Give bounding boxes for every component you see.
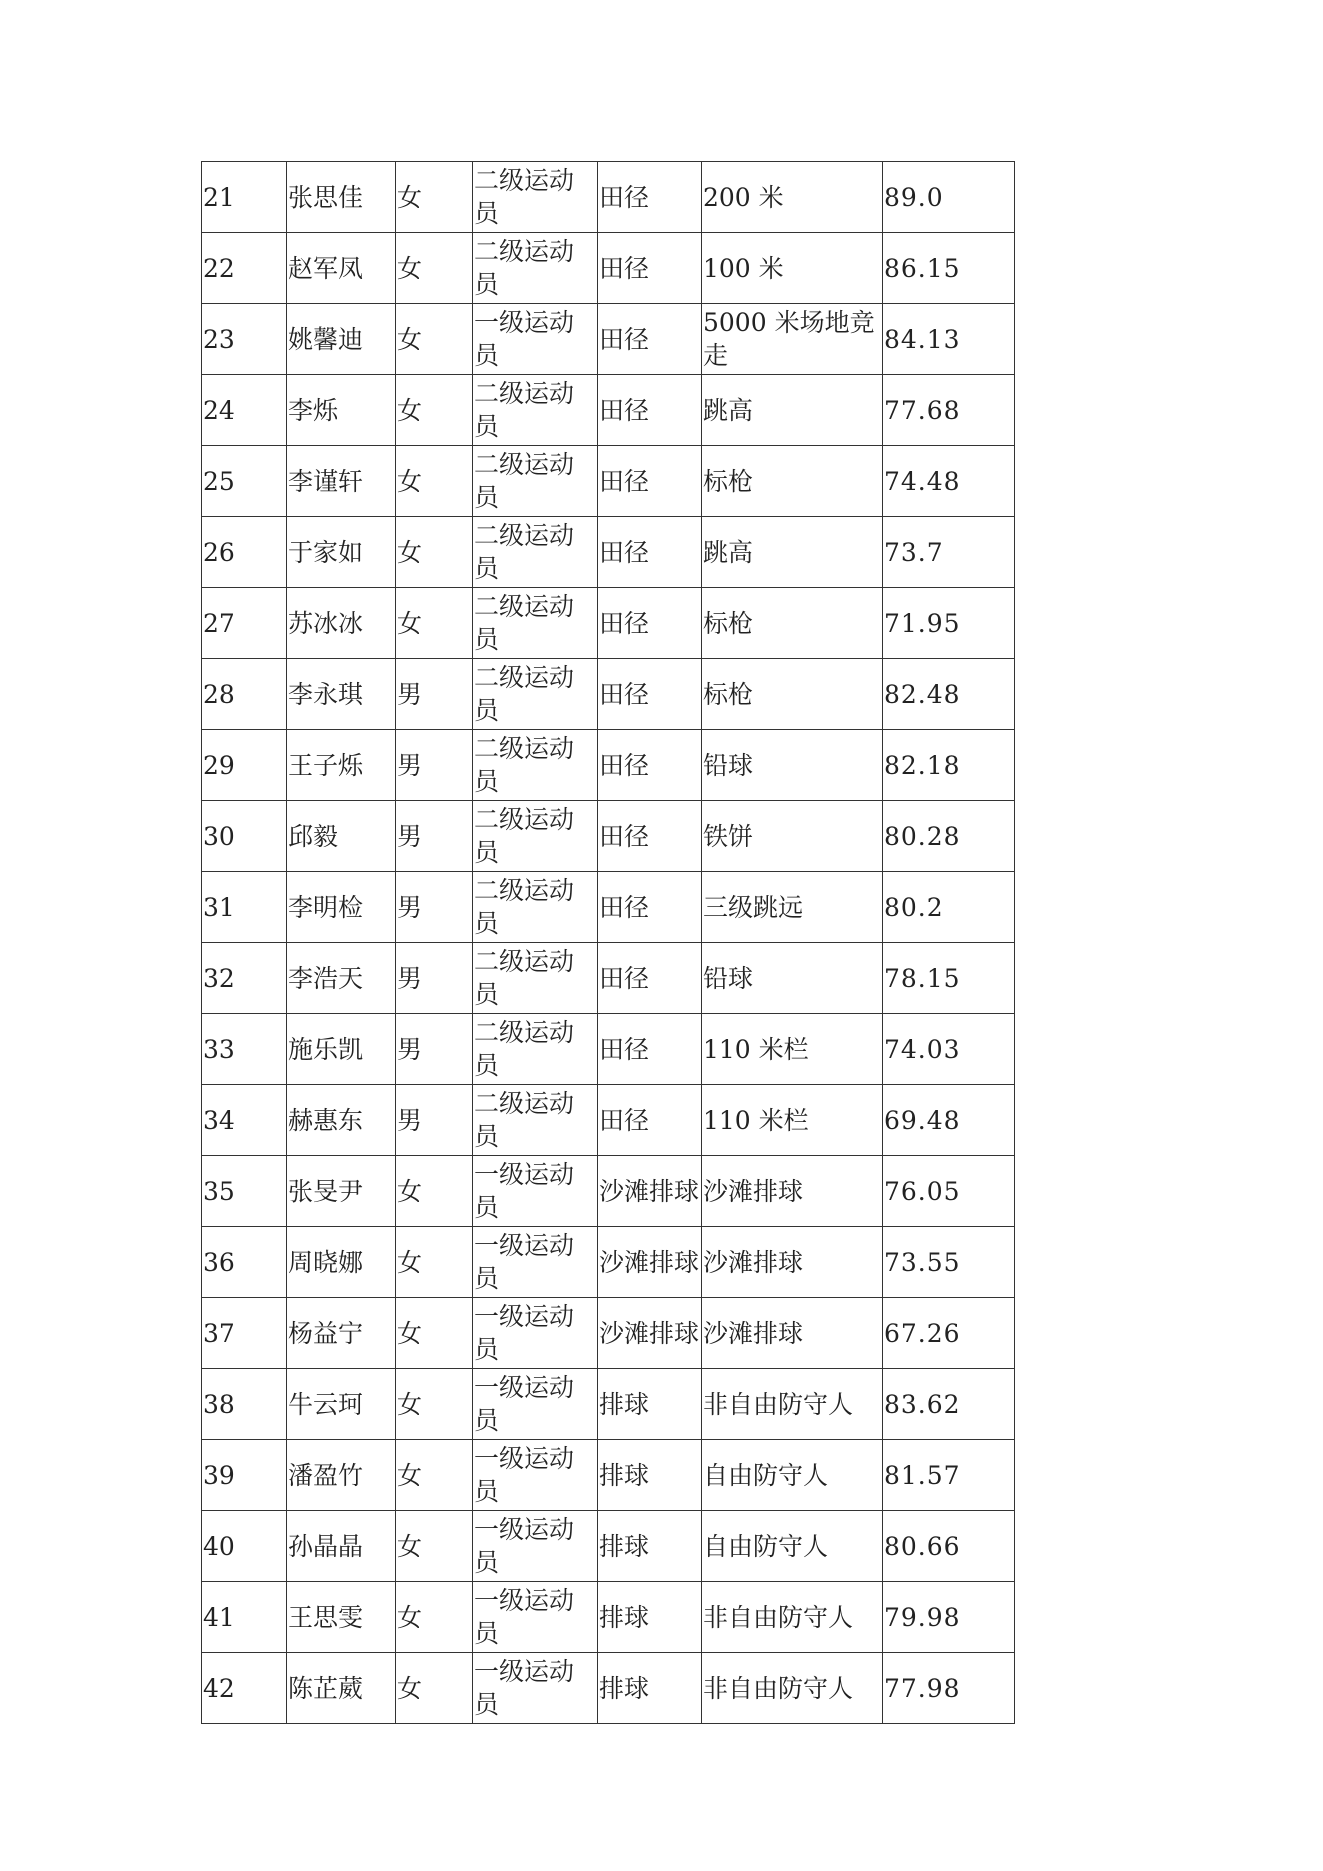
gender-cell: 女 bbox=[396, 162, 473, 233]
level-cell: 二级运动员 bbox=[473, 801, 598, 872]
level-cell: 二级运动员 bbox=[473, 588, 598, 659]
gender-cell: 男 bbox=[396, 801, 473, 872]
row-number-cell: 39 bbox=[202, 1440, 287, 1511]
score-cell: 71.95 bbox=[883, 588, 1015, 659]
sport-cell: 田径 bbox=[598, 304, 702, 375]
level-cell: 一级运动员 bbox=[473, 1298, 598, 1369]
gender-cell: 女 bbox=[396, 304, 473, 375]
name-cell: 周晓娜 bbox=[287, 1227, 396, 1298]
sport-cell: 田径 bbox=[598, 517, 702, 588]
table-row bbox=[202, 872, 1015, 943]
row-number-cell: 38 bbox=[202, 1369, 287, 1440]
score-cell: 89.0 bbox=[883, 162, 1015, 233]
score-cell: 80.28 bbox=[883, 801, 1015, 872]
score-cell: 67.26 bbox=[883, 1298, 1015, 1369]
name-cell: 赫惠东 bbox=[287, 1085, 396, 1156]
sport-cell: 排球 bbox=[598, 1440, 702, 1511]
event-cell: 110 米栏 bbox=[702, 1014, 883, 1085]
sport-cell: 沙滩排球 bbox=[598, 1298, 702, 1369]
name-cell: 李烁 bbox=[287, 375, 396, 446]
table-row bbox=[202, 801, 1015, 872]
row-number-cell: 40 bbox=[202, 1511, 287, 1582]
event-cell: 自由防守人 bbox=[702, 1440, 883, 1511]
score-cell: 74.03 bbox=[883, 1014, 1015, 1085]
sport-cell: 田径 bbox=[598, 375, 702, 446]
event-cell: 沙滩排球 bbox=[702, 1227, 883, 1298]
event-cell: 100 米 bbox=[702, 233, 883, 304]
row-number-cell: 28 bbox=[202, 659, 287, 730]
level-cell: 二级运动员 bbox=[473, 730, 598, 801]
event-cell: 自由防守人 bbox=[702, 1511, 883, 1582]
row-number-cell: 42 bbox=[202, 1653, 287, 1724]
row-number-cell: 25 bbox=[202, 446, 287, 517]
gender-cell: 女 bbox=[396, 1440, 473, 1511]
score-cell: 83.62 bbox=[883, 1369, 1015, 1440]
gender-cell: 女 bbox=[396, 446, 473, 517]
name-cell: 牛云珂 bbox=[287, 1369, 396, 1440]
event-cell: 沙滩排球 bbox=[702, 1156, 883, 1227]
table-row bbox=[202, 1653, 1015, 1724]
table-row bbox=[202, 1511, 1015, 1582]
event-cell: 标枪 bbox=[702, 588, 883, 659]
event-cell: 标枪 bbox=[702, 659, 883, 730]
athlete-table bbox=[201, 161, 1015, 1724]
event-cell: 非自由防守人 bbox=[702, 1369, 883, 1440]
row-number-cell: 36 bbox=[202, 1227, 287, 1298]
level-cell: 一级运动员 bbox=[473, 1582, 598, 1653]
name-cell: 杨益宁 bbox=[287, 1298, 396, 1369]
table-row bbox=[202, 659, 1015, 730]
row-number-cell: 29 bbox=[202, 730, 287, 801]
gender-cell: 女 bbox=[396, 375, 473, 446]
gender-cell: 女 bbox=[396, 1582, 473, 1653]
sport-cell: 沙滩排球 bbox=[598, 1227, 702, 1298]
sport-cell: 排球 bbox=[598, 1653, 702, 1724]
name-cell: 陈芷葳 bbox=[287, 1653, 396, 1724]
gender-cell: 男 bbox=[396, 730, 473, 801]
name-cell: 姚馨迪 bbox=[287, 304, 396, 375]
level-cell: 二级运动员 bbox=[473, 517, 598, 588]
table-row bbox=[202, 1156, 1015, 1227]
level-cell: 一级运动员 bbox=[473, 1369, 598, 1440]
level-cell: 一级运动员 bbox=[473, 1653, 598, 1724]
table-row bbox=[202, 304, 1015, 375]
gender-cell: 男 bbox=[396, 1085, 473, 1156]
table-row bbox=[202, 1085, 1015, 1156]
gender-cell: 女 bbox=[396, 1156, 473, 1227]
event-cell: 非自由防守人 bbox=[702, 1582, 883, 1653]
name-cell: 苏冰冰 bbox=[287, 588, 396, 659]
event-cell: 标枪 bbox=[702, 446, 883, 517]
row-number-cell: 32 bbox=[202, 943, 287, 1014]
name-cell: 李永琪 bbox=[287, 659, 396, 730]
table-row bbox=[202, 233, 1015, 304]
event-cell: 110 米栏 bbox=[702, 1085, 883, 1156]
table-row bbox=[202, 1369, 1015, 1440]
gender-cell: 男 bbox=[396, 943, 473, 1014]
sport-cell: 沙滩排球 bbox=[598, 1156, 702, 1227]
level-cell: 一级运动员 bbox=[473, 1156, 598, 1227]
event-cell: 200 米 bbox=[702, 162, 883, 233]
gender-cell: 男 bbox=[396, 1014, 473, 1085]
table-row bbox=[202, 1298, 1015, 1369]
level-cell: 二级运动员 bbox=[473, 1014, 598, 1085]
gender-cell: 男 bbox=[396, 659, 473, 730]
sport-cell: 田径 bbox=[598, 943, 702, 1014]
name-cell: 潘盈竹 bbox=[287, 1440, 396, 1511]
score-cell: 86.15 bbox=[883, 233, 1015, 304]
sport-cell: 田径 bbox=[598, 233, 702, 304]
name-cell: 李明检 bbox=[287, 872, 396, 943]
name-cell: 邱毅 bbox=[287, 801, 396, 872]
sport-cell: 田径 bbox=[598, 659, 702, 730]
level-cell: 二级运动员 bbox=[473, 1085, 598, 1156]
gender-cell: 女 bbox=[396, 1227, 473, 1298]
level-cell: 二级运动员 bbox=[473, 375, 598, 446]
score-cell: 73.55 bbox=[883, 1227, 1015, 1298]
sport-cell: 田径 bbox=[598, 1014, 702, 1085]
level-cell: 二级运动员 bbox=[473, 162, 598, 233]
event-cell: 铅球 bbox=[702, 943, 883, 1014]
event-cell: 跳高 bbox=[702, 375, 883, 446]
level-cell: 一级运动员 bbox=[473, 1227, 598, 1298]
level-cell: 二级运动员 bbox=[473, 872, 598, 943]
sport-cell: 排球 bbox=[598, 1369, 702, 1440]
name-cell: 于家如 bbox=[287, 517, 396, 588]
event-cell: 沙滩排球 bbox=[702, 1298, 883, 1369]
name-cell: 赵军凤 bbox=[287, 233, 396, 304]
score-cell: 84.13 bbox=[883, 304, 1015, 375]
name-cell: 张旻尹 bbox=[287, 1156, 396, 1227]
score-cell: 73.7 bbox=[883, 517, 1015, 588]
score-cell: 76.05 bbox=[883, 1156, 1015, 1227]
score-cell: 79.98 bbox=[883, 1582, 1015, 1653]
score-cell: 74.48 bbox=[883, 446, 1015, 517]
level-cell: 二级运动员 bbox=[473, 943, 598, 1014]
table-row bbox=[202, 446, 1015, 517]
table-row bbox=[202, 730, 1015, 801]
table-row bbox=[202, 517, 1015, 588]
name-cell: 王思雯 bbox=[287, 1582, 396, 1653]
name-cell: 李浩天 bbox=[287, 943, 396, 1014]
sport-cell: 田径 bbox=[598, 588, 702, 659]
score-cell: 77.98 bbox=[883, 1653, 1015, 1724]
level-cell: 二级运动员 bbox=[473, 233, 598, 304]
score-cell: 82.18 bbox=[883, 730, 1015, 801]
row-number-cell: 35 bbox=[202, 1156, 287, 1227]
event-cell: 铁饼 bbox=[702, 801, 883, 872]
sport-cell: 田径 bbox=[598, 162, 702, 233]
gender-cell: 女 bbox=[396, 588, 473, 659]
score-cell: 78.15 bbox=[883, 943, 1015, 1014]
row-number-cell: 22 bbox=[202, 233, 287, 304]
row-number-cell: 41 bbox=[202, 1582, 287, 1653]
row-number-cell: 31 bbox=[202, 872, 287, 943]
score-cell: 80.66 bbox=[883, 1511, 1015, 1582]
table-row bbox=[202, 943, 1015, 1014]
table-row bbox=[202, 588, 1015, 659]
sport-cell: 田径 bbox=[598, 730, 702, 801]
event-cell: 跳高 bbox=[702, 517, 883, 588]
gender-cell: 女 bbox=[396, 1298, 473, 1369]
sport-cell: 田径 bbox=[598, 872, 702, 943]
score-cell: 82.48 bbox=[883, 659, 1015, 730]
table-row bbox=[202, 1014, 1015, 1085]
gender-cell: 女 bbox=[396, 1653, 473, 1724]
name-cell: 张思佳 bbox=[287, 162, 396, 233]
gender-cell: 女 bbox=[396, 233, 473, 304]
sport-cell: 田径 bbox=[598, 801, 702, 872]
sport-cell: 田径 bbox=[598, 446, 702, 517]
event-cell: 铅球 bbox=[702, 730, 883, 801]
level-cell: 二级运动员 bbox=[473, 446, 598, 517]
name-cell: 孙晶晶 bbox=[287, 1511, 396, 1582]
name-cell: 施乐凯 bbox=[287, 1014, 396, 1085]
table-row bbox=[202, 162, 1015, 233]
level-cell: 一级运动员 bbox=[473, 1511, 598, 1582]
score-cell: 81.57 bbox=[883, 1440, 1015, 1511]
gender-cell: 男 bbox=[396, 872, 473, 943]
table-row bbox=[202, 1227, 1015, 1298]
name-cell: 李谨轩 bbox=[287, 446, 396, 517]
score-cell: 77.68 bbox=[883, 375, 1015, 446]
event-cell: 非自由防守人 bbox=[702, 1653, 883, 1724]
sport-cell: 排球 bbox=[598, 1511, 702, 1582]
event-cell: 三级跳远 bbox=[702, 872, 883, 943]
sport-cell: 田径 bbox=[598, 1085, 702, 1156]
row-number-cell: 34 bbox=[202, 1085, 287, 1156]
row-number-cell: 37 bbox=[202, 1298, 287, 1369]
name-cell: 王子烁 bbox=[287, 730, 396, 801]
row-number-cell: 24 bbox=[202, 375, 287, 446]
gender-cell: 女 bbox=[396, 1511, 473, 1582]
score-cell: 69.48 bbox=[883, 1085, 1015, 1156]
level-cell: 二级运动员 bbox=[473, 659, 598, 730]
row-number-cell: 33 bbox=[202, 1014, 287, 1085]
table-row bbox=[202, 375, 1015, 446]
score-cell: 80.2 bbox=[883, 872, 1015, 943]
event-cell: 5000 米场地竞走 bbox=[702, 304, 883, 375]
table-row bbox=[202, 1440, 1015, 1511]
athlete-table-body bbox=[202, 162, 1015, 1724]
gender-cell: 女 bbox=[396, 517, 473, 588]
table-row bbox=[202, 1582, 1015, 1653]
row-number-cell: 21 bbox=[202, 162, 287, 233]
sport-cell: 排球 bbox=[598, 1582, 702, 1653]
row-number-cell: 26 bbox=[202, 517, 287, 588]
row-number-cell: 23 bbox=[202, 304, 287, 375]
gender-cell: 女 bbox=[396, 1369, 473, 1440]
row-number-cell: 30 bbox=[202, 801, 287, 872]
row-number-cell: 27 bbox=[202, 588, 287, 659]
level-cell: 一级运动员 bbox=[473, 304, 598, 375]
level-cell: 一级运动员 bbox=[473, 1440, 598, 1511]
